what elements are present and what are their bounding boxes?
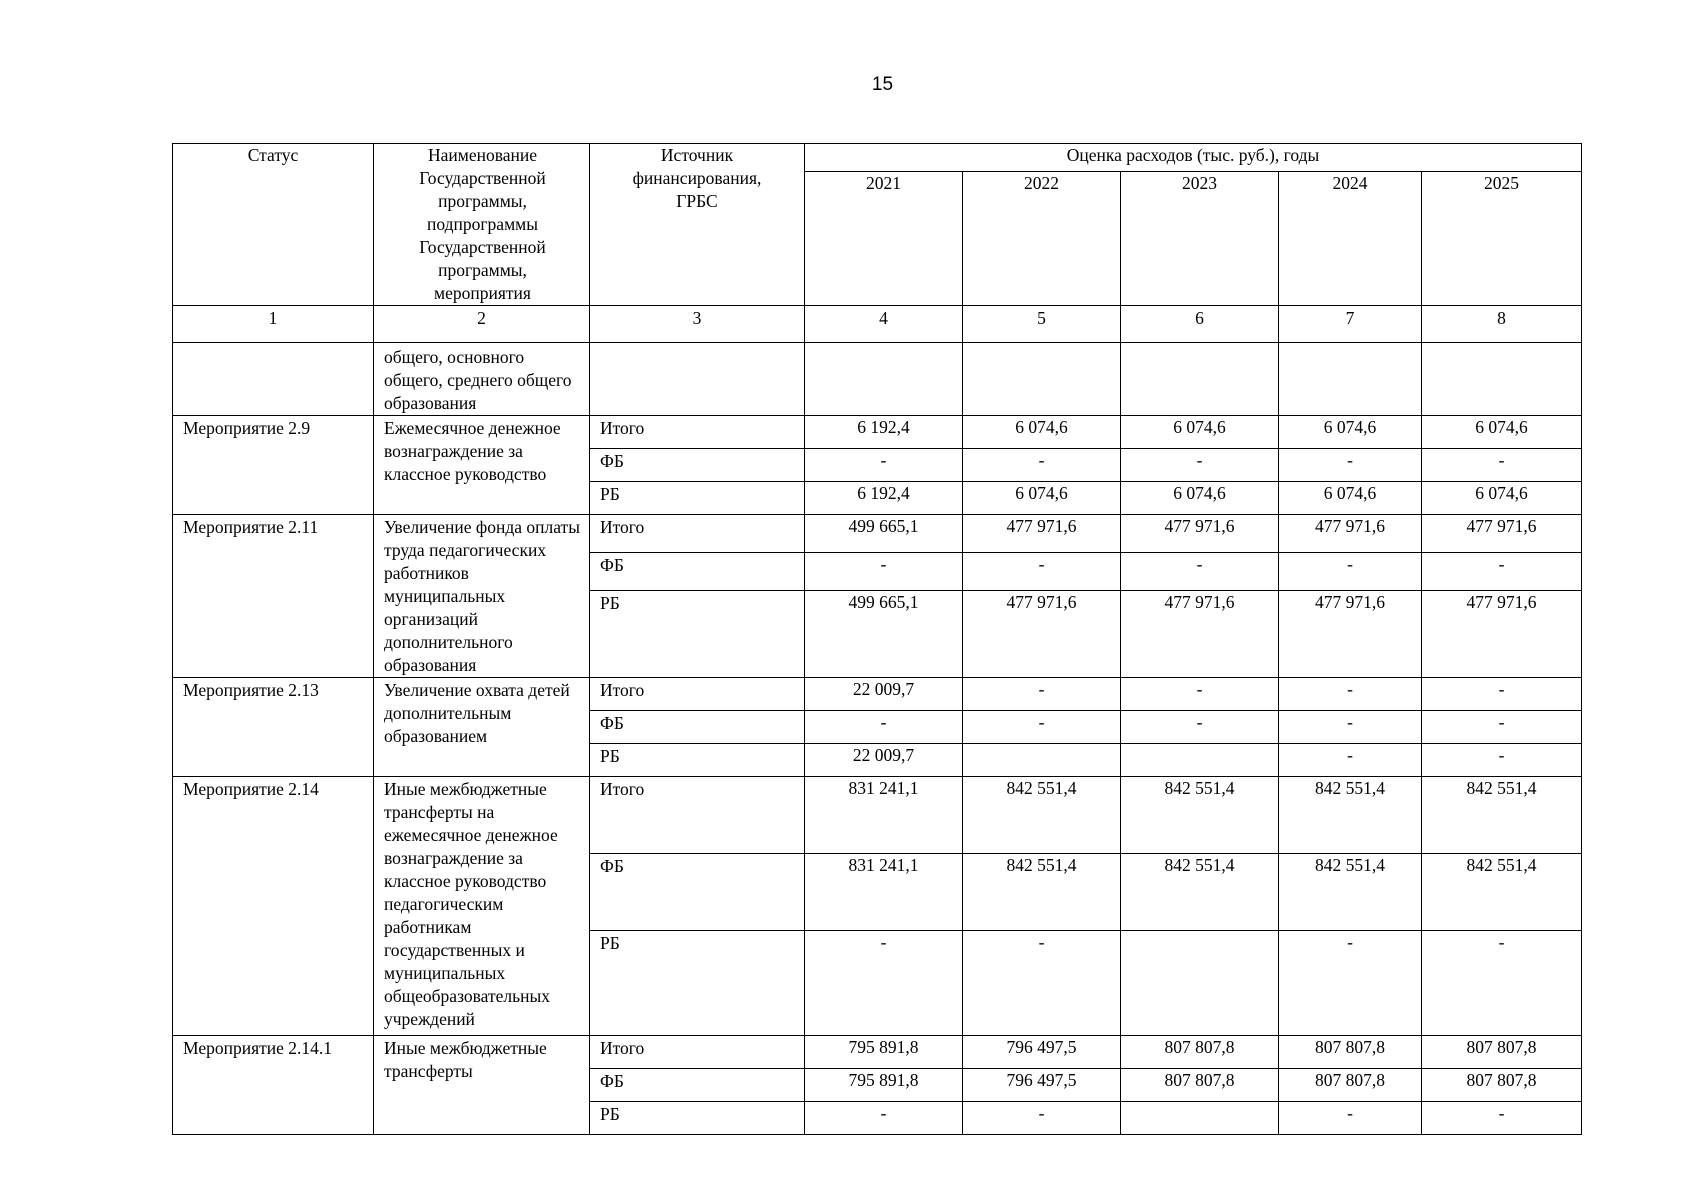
value-cell: - bbox=[1121, 678, 1279, 711]
value-cell: - bbox=[805, 1102, 963, 1135]
table-row bbox=[173, 416, 1582, 449]
empty-cell bbox=[1121, 343, 1279, 416]
value-cell: - bbox=[1279, 552, 1422, 590]
value-cell: - bbox=[1279, 711, 1422, 744]
funding-source: ФБ bbox=[590, 711, 805, 744]
value-cell: - bbox=[1422, 449, 1582, 482]
measure-status: Мероприятие 2.13 bbox=[173, 678, 374, 777]
measure-name: Ежемесячное денежное вознаграждение за классное руководство bbox=[374, 416, 590, 515]
measure-name: Увеличение охвата детей дополнительным образованием bbox=[374, 678, 590, 777]
value-cell: - bbox=[963, 678, 1121, 711]
empty-cell bbox=[963, 343, 1121, 416]
value-cell: 831 241,1 bbox=[805, 854, 963, 931]
empty-cell bbox=[1422, 343, 1582, 416]
value-cell: 807 807,8 bbox=[1279, 1036, 1422, 1069]
value-cell: 499 665,1 bbox=[805, 590, 963, 677]
measure-status: Мероприятие 2.9 bbox=[173, 416, 374, 515]
value-cell bbox=[1121, 931, 1279, 1036]
table-row bbox=[173, 678, 1582, 711]
funding-source: ФБ bbox=[590, 1069, 805, 1102]
value-cell: - bbox=[963, 711, 1121, 744]
measure-name: Иные межбюджетные трансферты bbox=[374, 1036, 590, 1135]
measure-status: Мероприятие 2.11 bbox=[173, 515, 374, 678]
value-cell: - bbox=[963, 552, 1121, 590]
column-number: 2 bbox=[374, 306, 590, 343]
funding-source: ФБ bbox=[590, 552, 805, 590]
value-cell: 477 971,6 bbox=[1279, 515, 1422, 553]
value-cell: 807 807,8 bbox=[1422, 1069, 1582, 1102]
value-cell: 477 971,6 bbox=[1121, 515, 1279, 553]
value-cell: 795 891,8 bbox=[805, 1036, 963, 1069]
value-cell: - bbox=[1279, 931, 1422, 1036]
value-cell: 477 971,6 bbox=[1422, 590, 1582, 677]
value-cell: - bbox=[1279, 744, 1422, 777]
value-cell: 6 074,6 bbox=[963, 482, 1121, 515]
column-number: 5 bbox=[963, 306, 1121, 343]
column-number: 4 bbox=[805, 306, 963, 343]
value-cell: 842 551,4 bbox=[1279, 777, 1422, 854]
value-cell bbox=[1121, 744, 1279, 777]
value-cell: 499 665,1 bbox=[805, 515, 963, 553]
value-cell: 795 891,8 bbox=[805, 1069, 963, 1102]
page-number: 15 bbox=[871, 74, 894, 95]
value-cell: 796 497,5 bbox=[963, 1069, 1121, 1102]
empty-cell bbox=[590, 343, 805, 416]
header-estimate: Оценка расходов (тыс. руб.), годы bbox=[805, 144, 1582, 172]
value-cell: 796 497,5 bbox=[963, 1036, 1121, 1069]
budget-table bbox=[172, 143, 1582, 1135]
value-cell: 842 551,4 bbox=[1121, 854, 1279, 931]
value-cell: 842 551,4 bbox=[1422, 777, 1582, 854]
value-cell: 831 241,1 bbox=[805, 777, 963, 854]
funding-source: Итого bbox=[590, 416, 805, 449]
value-cell: - bbox=[1121, 449, 1279, 482]
value-cell: 6 192,4 bbox=[805, 416, 963, 449]
value-cell: 6 192,4 bbox=[805, 482, 963, 515]
value-cell: 22 009,7 bbox=[805, 678, 963, 711]
value-cell: 807 807,8 bbox=[1121, 1069, 1279, 1102]
funding-source: ФБ bbox=[590, 854, 805, 931]
measure-name: Иные межбюджетные трансферты на ежемесячное денежное вознаграждение за классное руководство педагогическим работникам государственных и муниципальных общеобразовательных учреждений bbox=[374, 777, 590, 1036]
value-cell: 477 971,6 bbox=[963, 515, 1121, 553]
value-cell: - bbox=[1279, 678, 1422, 711]
status-cell bbox=[173, 343, 374, 416]
value-cell: 807 807,8 bbox=[1422, 1036, 1582, 1069]
header-name: Наименование Государственной программы, подпрограммы Государственной программы, мероприятия bbox=[374, 144, 590, 306]
value-cell: - bbox=[963, 931, 1121, 1036]
value-cell: 477 971,6 bbox=[1422, 515, 1582, 553]
value-cell: 6 074,6 bbox=[1279, 482, 1422, 515]
continuation-row bbox=[173, 343, 1582, 416]
table-row bbox=[173, 1036, 1582, 1069]
funding-source: РБ bbox=[590, 590, 805, 677]
value-cell: 807 807,8 bbox=[1121, 1036, 1279, 1069]
value-cell: - bbox=[1422, 931, 1582, 1036]
measure-status: Мероприятие 2.14.1 bbox=[173, 1036, 374, 1135]
value-cell: - bbox=[1422, 1102, 1582, 1135]
table-row bbox=[173, 515, 1582, 553]
funding-source: РБ bbox=[590, 931, 805, 1036]
funding-source: РБ bbox=[590, 1102, 805, 1135]
value-cell: 477 971,6 bbox=[1279, 590, 1422, 677]
measure-status: Мероприятие 2.14 bbox=[173, 777, 374, 1036]
value-cell: 6 074,6 bbox=[1422, 416, 1582, 449]
value-cell: 477 971,6 bbox=[1121, 590, 1279, 677]
value-cell: - bbox=[805, 931, 963, 1036]
value-cell: 6 074,6 bbox=[1279, 416, 1422, 449]
value-cell: - bbox=[1422, 552, 1582, 590]
funding-source: Итого bbox=[590, 678, 805, 711]
header-source: Источник финансирования, ГРБС bbox=[590, 144, 805, 306]
value-cell: 807 807,8 bbox=[1279, 1069, 1422, 1102]
column-numbers-row bbox=[173, 306, 1582, 343]
value-cell: 842 551,4 bbox=[963, 854, 1121, 931]
column-number: 1 bbox=[173, 306, 374, 343]
value-cell bbox=[963, 744, 1121, 777]
value-cell: 477 971,6 bbox=[963, 590, 1121, 677]
empty-cell bbox=[805, 343, 963, 416]
value-cell: - bbox=[1422, 678, 1582, 711]
value-cell: 842 551,4 bbox=[1279, 854, 1422, 931]
header-year: 2023 bbox=[1121, 171, 1279, 305]
value-cell: - bbox=[1121, 552, 1279, 590]
empty-cell bbox=[1279, 343, 1422, 416]
header-year: 2022 bbox=[963, 171, 1121, 305]
value-cell: - bbox=[963, 1102, 1121, 1135]
value-cell: 6 074,6 bbox=[1121, 482, 1279, 515]
measure-name: Увеличение фонда оплаты труда педагогических работников муниципальных организаций дополнительного образования bbox=[374, 515, 590, 678]
funding-source: ФБ bbox=[590, 449, 805, 482]
value-cell: - bbox=[1279, 1102, 1422, 1135]
funding-source: Итого bbox=[590, 515, 805, 553]
value-cell: - bbox=[1422, 711, 1582, 744]
value-cell: 842 551,4 bbox=[1422, 854, 1582, 931]
funding-source: РБ bbox=[590, 482, 805, 515]
column-number: 6 bbox=[1121, 306, 1279, 343]
value-cell: - bbox=[805, 449, 963, 482]
header-status: Статус bbox=[173, 144, 374, 306]
value-cell: 842 551,4 bbox=[963, 777, 1121, 854]
column-number: 7 bbox=[1279, 306, 1422, 343]
column-number: 8 bbox=[1422, 306, 1582, 343]
value-cell: 22 009,7 bbox=[805, 744, 963, 777]
funding-source: Итого bbox=[590, 777, 805, 854]
header-year: 2025 bbox=[1422, 171, 1582, 305]
value-cell: 842 551,4 bbox=[1121, 777, 1279, 854]
header-year: 2024 bbox=[1279, 171, 1422, 305]
header-row bbox=[173, 144, 1582, 172]
value-cell: 6 074,6 bbox=[1121, 416, 1279, 449]
funding-source: Итого bbox=[590, 1036, 805, 1069]
value-cell: 6 074,6 bbox=[1422, 482, 1582, 515]
value-cell bbox=[1121, 1102, 1279, 1135]
value-cell: - bbox=[805, 552, 963, 590]
value-cell: - bbox=[805, 711, 963, 744]
measure-name: общего, основного общего, среднего общего образования bbox=[374, 343, 590, 416]
table-row bbox=[173, 777, 1582, 854]
header-year: 2021 bbox=[805, 171, 963, 305]
value-cell: - bbox=[963, 449, 1121, 482]
value-cell: - bbox=[1279, 449, 1422, 482]
funding-source: РБ bbox=[590, 744, 805, 777]
column-number: 3 bbox=[590, 306, 805, 343]
value-cell: 6 074,6 bbox=[963, 416, 1121, 449]
value-cell: - bbox=[1121, 711, 1279, 744]
value-cell: - bbox=[1422, 744, 1582, 777]
